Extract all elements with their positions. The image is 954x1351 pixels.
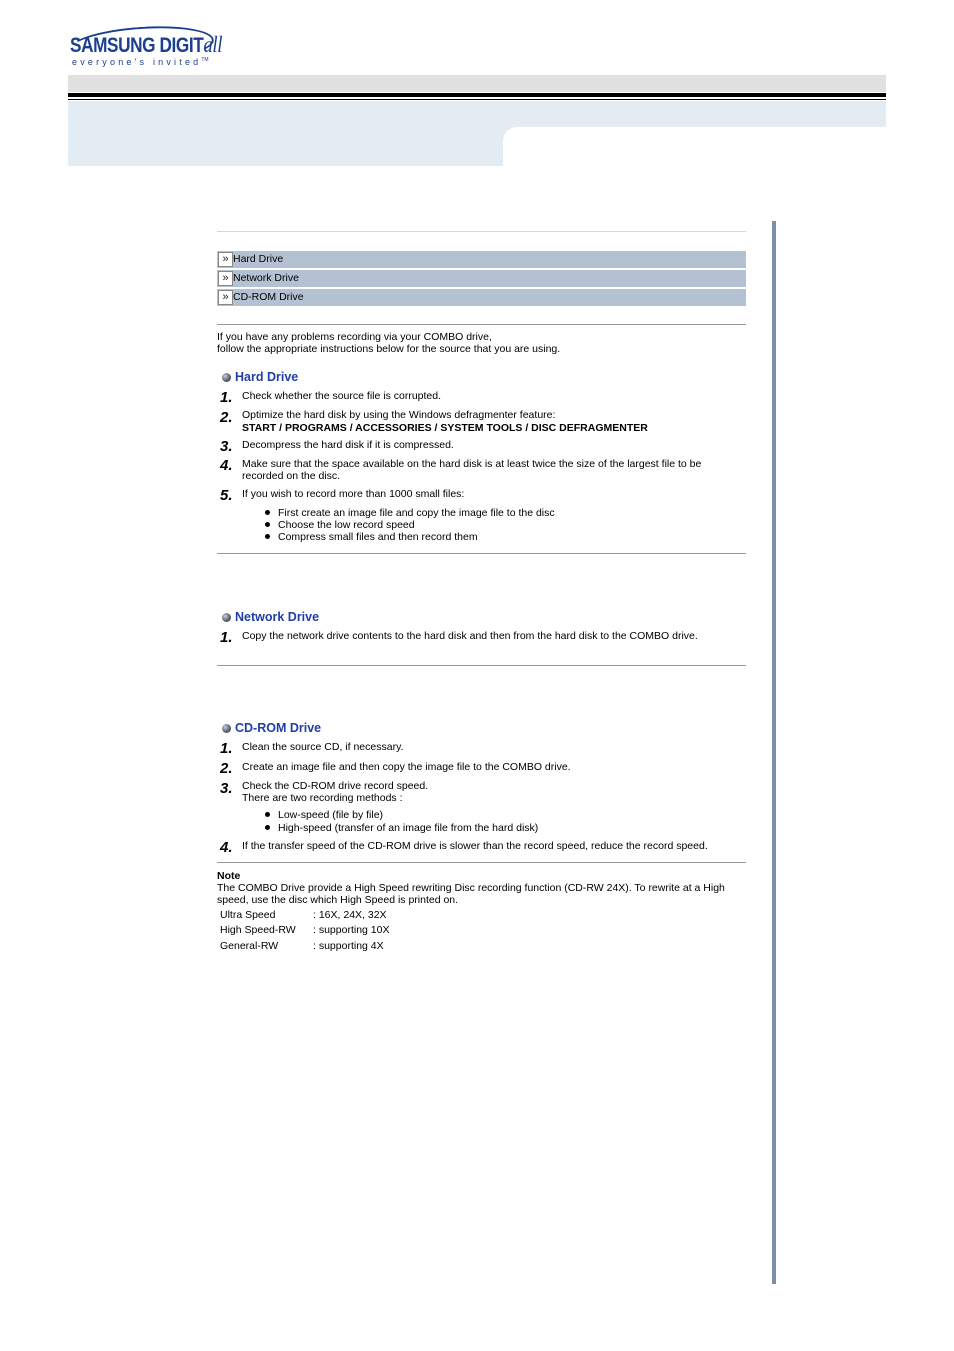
nav-item-cdrom-drive[interactable] bbox=[217, 289, 746, 306]
step-text: If you wish to record more than 1000 small files: bbox=[242, 488, 465, 500]
nav-item-label: CD-ROM Drive bbox=[233, 291, 304, 303]
step-number: 2. bbox=[220, 409, 233, 426]
header-thin-bar bbox=[68, 99, 886, 100]
sphere-bullet-icon bbox=[222, 724, 231, 733]
step-number: 3. bbox=[220, 438, 233, 455]
list-item: Low-speed (file by file) bbox=[265, 809, 383, 821]
intro-line-2: follow the appropriate instructions below for the source that you are using. bbox=[217, 343, 561, 355]
speed-value: : supporting 4X bbox=[313, 940, 384, 952]
speed-label: General-RW bbox=[220, 940, 279, 952]
divider bbox=[217, 862, 746, 863]
double-chevron-right-icon: » bbox=[218, 271, 233, 286]
step-text: Copy the network drive contents to the hard disk and then from the hard disk to the COMBO drive. bbox=[242, 630, 698, 642]
divider bbox=[217, 553, 746, 554]
step-number: 1. bbox=[220, 389, 233, 406]
header-black-bar bbox=[68, 93, 886, 97]
nav-item-label: Hard Drive bbox=[233, 253, 284, 265]
speed-value: : supporting 10X bbox=[313, 924, 390, 936]
section-heading-cdrom-drive: CD-ROM Drive bbox=[222, 721, 321, 735]
section-heading-network-drive: Network Drive bbox=[222, 610, 319, 624]
step-number: 5. bbox=[220, 487, 233, 504]
note-title: Note bbox=[217, 870, 241, 882]
step-number: 1. bbox=[220, 629, 233, 646]
right-vertical-rule bbox=[772, 221, 776, 1284]
step-text: If the transfer speed of the CD-ROM drive is slower than the record speed, reduce the record speed. bbox=[242, 840, 708, 852]
list-item: First create an image file and copy the image file to the disc bbox=[265, 507, 555, 519]
step-number: 4. bbox=[220, 839, 233, 856]
speed-value: : 16X, 24X, 32X bbox=[313, 909, 387, 921]
divider bbox=[217, 665, 746, 666]
note-line-1: The COMBO Drive provide a High Speed rewriting Disc recording function (CD-RW 24X). To rewrite at a High bbox=[217, 882, 725, 894]
intro-line-1: If you have any problems recording via your COMBO drive, bbox=[217, 331, 492, 343]
divider bbox=[217, 231, 746, 232]
list-item: Choose the low record speed bbox=[265, 519, 415, 531]
step-number: 1. bbox=[220, 740, 233, 757]
speed-label: Ultra Speed bbox=[220, 909, 276, 921]
double-chevron-right-icon: » bbox=[218, 290, 233, 305]
step-text: Check whether the source file is corrupted. bbox=[242, 390, 442, 402]
step-number: 4. bbox=[220, 457, 233, 474]
nav-item-network-drive[interactable] bbox=[217, 270, 746, 287]
list-item: Compress small files and then record them bbox=[265, 531, 478, 543]
speed-label: High Speed-RW bbox=[220, 924, 296, 936]
step-text-continued: recorded on the disc. bbox=[242, 470, 341, 482]
nav-item-hard-drive[interactable] bbox=[217, 251, 746, 268]
step-text: Clean the source CD, if necessary. bbox=[242, 741, 404, 753]
samsung-logo bbox=[70, 26, 223, 70]
step-number: 3. bbox=[220, 780, 233, 797]
double-chevron-right-icon: » bbox=[218, 252, 233, 267]
divider bbox=[217, 324, 746, 325]
header-band-curve bbox=[503, 127, 533, 166]
step-text-continued: There are two recording methods : bbox=[242, 792, 403, 804]
header-band-right bbox=[503, 101, 886, 127]
header-band-left bbox=[68, 101, 503, 166]
step-text: Optimize the hard disk by using the Windows defragmenter feature: bbox=[242, 409, 556, 421]
note-line-2: speed, use the disc which High Speed is printed on. bbox=[217, 894, 459, 906]
step-number: 2. bbox=[220, 760, 233, 777]
header-grey-bar bbox=[68, 75, 886, 92]
logo-tagline: everyone's invited™ bbox=[72, 57, 209, 67]
step-text: Make sure that the space available on the hard disk is at least twice the size of the largest file to be bbox=[242, 458, 702, 470]
list-item: High-speed (transfer of an image file from the hard disk) bbox=[265, 822, 538, 834]
step-text: Decompress the hard disk if it is compressed. bbox=[242, 439, 454, 451]
logo-wordmark: SAMSUNG DIGITall bbox=[70, 32, 223, 57]
section-heading-hard-drive: Hard Drive bbox=[222, 370, 298, 384]
nav-item-label: Network Drive bbox=[233, 272, 299, 284]
sphere-bullet-icon bbox=[222, 613, 231, 622]
step-subtext: START / PROGRAMS / ACCESSORIES / SYSTEM TOOLS / DISC DEFRAGMENTER bbox=[242, 422, 648, 434]
step-text: Create an image file and then copy the image file to the COMBO drive. bbox=[242, 761, 571, 773]
sphere-bullet-icon bbox=[222, 373, 231, 382]
step-text: Check the CD-ROM drive record speed. bbox=[242, 780, 429, 792]
